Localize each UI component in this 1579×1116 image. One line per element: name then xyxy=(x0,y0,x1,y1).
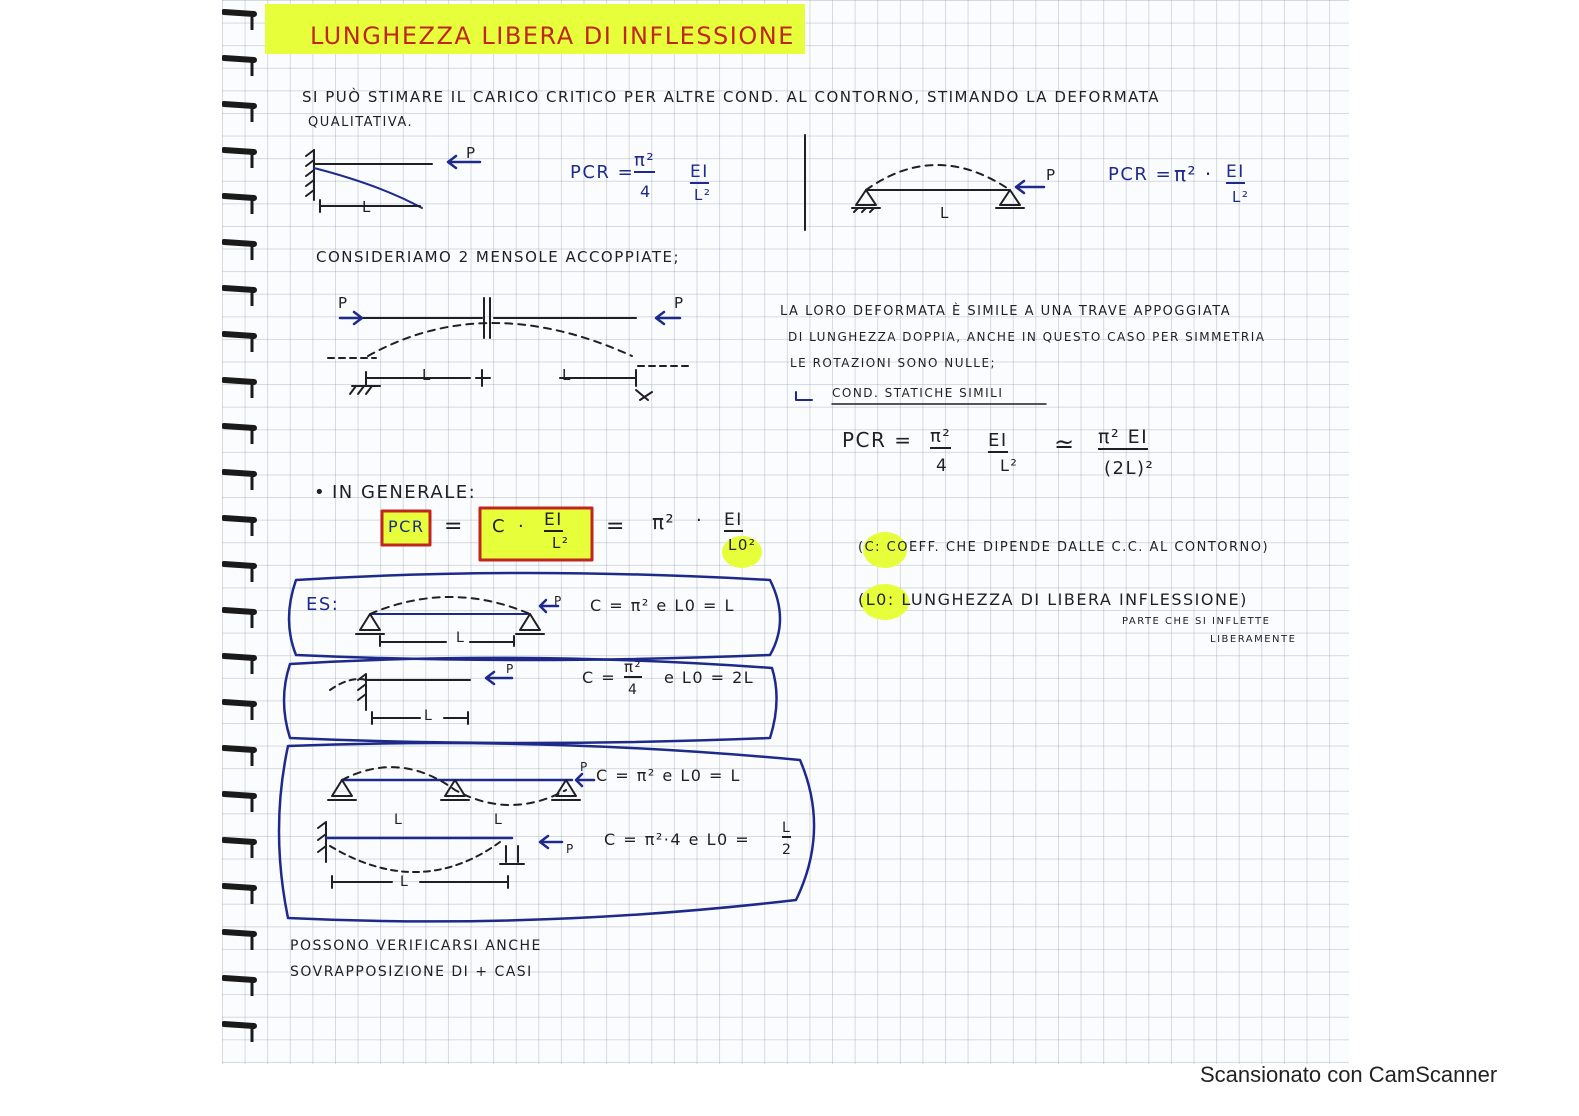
mensole-formula-num: π² xyxy=(930,426,952,447)
case2-formula-ei: EI xyxy=(1226,162,1245,182)
mensole-load-left: P xyxy=(338,294,349,312)
example-4-den: 2 xyxy=(782,842,793,858)
example-1-length: L xyxy=(456,630,466,646)
legend-c: (C: COEFF. CHE DIPENDE DALLE C.C. AL CONTORNO) xyxy=(858,540,1270,555)
intro-line-2: QUALITATIVA. xyxy=(308,115,414,130)
legend-lo-note-2: LIBERAMENTE xyxy=(1210,634,1297,645)
case2-formula-lhs: PCR = xyxy=(1108,164,1173,185)
examples-label: ES: xyxy=(306,594,340,615)
mensole-note-3: LE ROTAZIONI SONO NULLE; xyxy=(790,356,997,370)
general-dot2: · xyxy=(696,510,704,531)
case1-formula-den: 4 xyxy=(640,182,652,201)
mensole-formula-den: 4 xyxy=(936,456,949,476)
example-4-length: L xyxy=(400,874,410,890)
mensole-formula-rhs-num: π² EI xyxy=(1098,426,1149,448)
mensole-note-2: DI LUNGHEZZA DOPPIA, ANCHE IN QUESTO CASO PER SIMMETRIA xyxy=(788,330,1266,344)
general-pcr: PCR xyxy=(388,517,425,536)
example-2-c: C = xyxy=(582,668,617,687)
general-l2: L² xyxy=(552,534,570,552)
mensole-note-4: COND. STATICHE SIMILI xyxy=(832,386,1004,400)
legend-lo: (L0: LUNGHEZZA DI LIBERA INFLESSIONE) xyxy=(858,590,1248,609)
case1-formula-ei: EI xyxy=(690,162,709,182)
example-1-formula: C = π² e L0 = L xyxy=(590,596,735,615)
bullet: • xyxy=(314,482,327,503)
case2-formula-rhs: π² · xyxy=(1174,162,1213,186)
bottom-note-2: SOVRAPPOSIZIONE DI + CASI xyxy=(290,964,533,980)
general-c: C xyxy=(492,516,507,537)
coupled-cantilevers-diagram xyxy=(328,298,690,400)
general-lo2: L0² xyxy=(728,536,757,554)
case2-formula-l2: L² xyxy=(1232,188,1250,206)
example-3-load: P xyxy=(580,760,589,774)
case1-formula-lhs: PCR = xyxy=(570,162,635,183)
example-2-den: 4 xyxy=(628,682,639,698)
example-3-formula: C = π² e L0 = L xyxy=(596,766,741,785)
general-eq: = xyxy=(444,514,464,539)
general-dot: · xyxy=(518,516,526,537)
example-2-load: P xyxy=(506,662,515,676)
mensole-load-right: P xyxy=(674,294,685,312)
example-2-length: L xyxy=(424,708,434,724)
general-ei: EI xyxy=(544,510,563,530)
general-pi: π² xyxy=(652,510,676,534)
example-4-load: P xyxy=(566,842,575,856)
case1-load-label: P xyxy=(466,144,477,162)
mensole-formula-lhs: PCR = xyxy=(842,428,913,452)
mensole-formula-rhs-den: (2L)² xyxy=(1104,458,1155,479)
general-eq2: = xyxy=(606,514,626,539)
mensole-length-left: L xyxy=(422,366,432,384)
example-2-lo: e L0 = 2L xyxy=(664,668,755,687)
case2-length-label: L xyxy=(940,204,950,222)
mensole-note-1: LA LORO DEFORMATA È SIMILE A UNA TRAVE APPOGGIATA xyxy=(780,304,1232,319)
example-4-num: L xyxy=(782,820,792,836)
camscanner-footer: Scansionato con CamScanner xyxy=(1200,1062,1498,1087)
general-ei2: EI xyxy=(724,510,743,530)
case1-length-label: L xyxy=(362,198,372,216)
bottom-note-1: POSSONO VERIFICARSI ANCHE xyxy=(290,938,542,954)
example-3-length-1: L xyxy=(394,812,404,828)
intro-line-1: SI PUÒ STIMARE IL CARICO CRITICO PER ALTRE COND. AL CONTORNO, STIMANDO LA DEFORMATA xyxy=(302,88,1161,106)
example-4-c: C = π²·4 e L0 = xyxy=(604,830,751,849)
case2-load-label: P xyxy=(1046,166,1057,184)
case1-formula-l2: L² xyxy=(694,186,712,204)
case1-formula-num: π² xyxy=(634,150,656,171)
page-title: LUNGHEZZA LIBERA DI INFLESSIONE xyxy=(265,4,805,54)
mensole-formula-approx: ≃ xyxy=(1054,430,1076,458)
example-2-num: π² xyxy=(624,658,643,676)
mensole-length-right: L xyxy=(562,366,572,384)
example-3-length-2: L xyxy=(494,812,504,828)
general-heading: IN GENERALE: xyxy=(332,482,477,503)
example-1-load: P xyxy=(554,594,563,608)
mensole-formula-ei: EI xyxy=(988,430,1008,451)
mensole-heading: CONSIDERIAMO 2 MENSOLE ACCOPPIATE; xyxy=(316,248,681,266)
legend-lo-note-1: PARTE CHE SI INFLETTE xyxy=(1122,616,1271,627)
mensole-formula-l2: L² xyxy=(1000,456,1019,475)
